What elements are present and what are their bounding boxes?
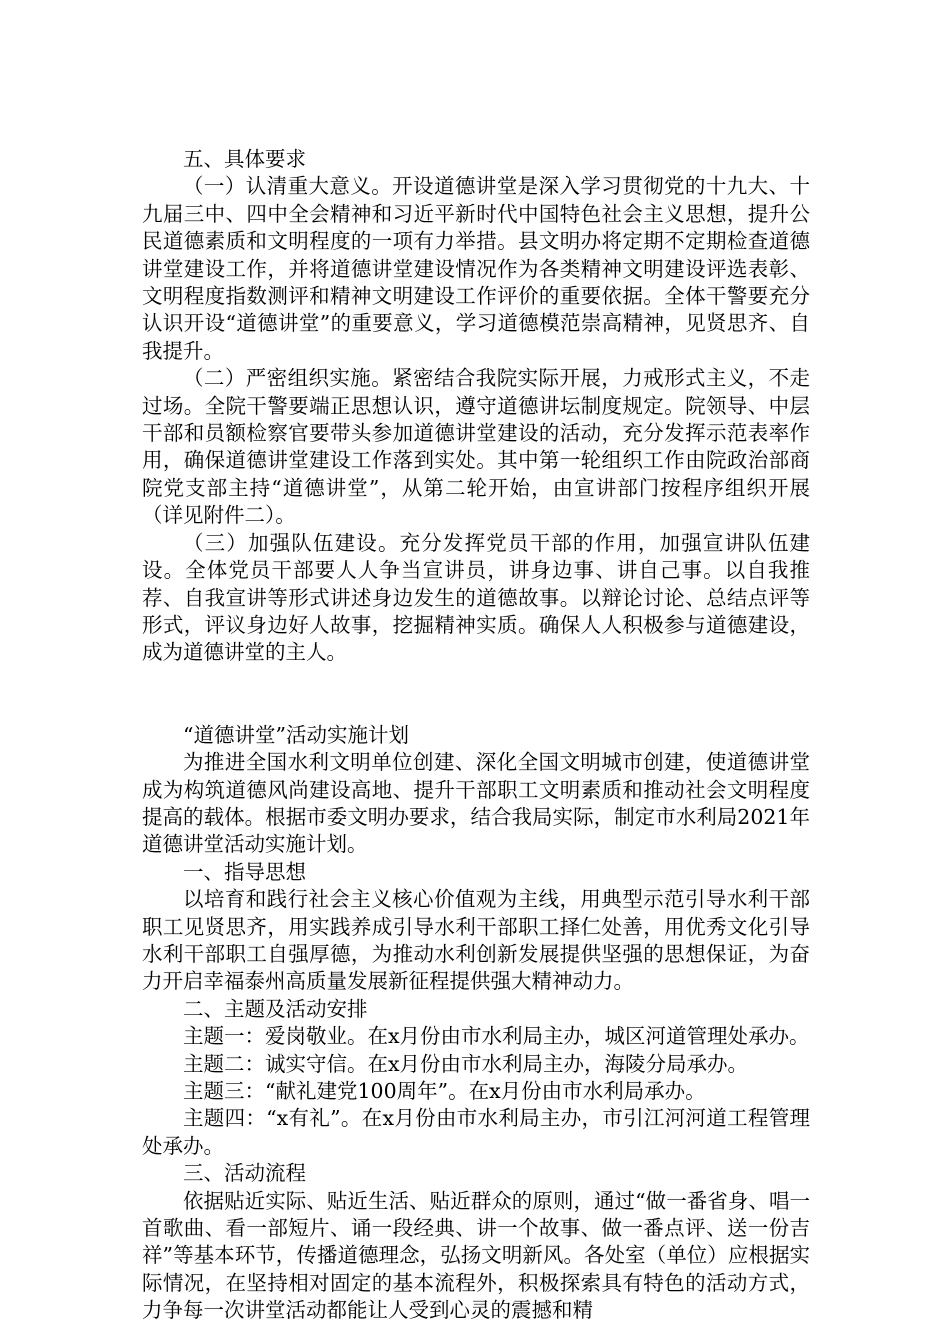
theme-item: 主题三：“献礼建党100周年”。在x月份由市水利局承办。 (183, 1079, 706, 1103)
plan-intro-paragraph: 为推进全国水利文明单位创建、深化全国文明城市创建，使道德讲堂成为构筑道德风尚建设高地、提升干部职工文明素质和推动社会文明程度提高的载体。根据市委文明办要求，结合我局实际，制定市水利局2021年道德讲堂活动实施计划。 (142, 750, 810, 857)
paragraph-implementation: （二）严密组织实施。紧密结合我院实际开展，力戒形式主义，不走过场。全院干警要端正思想认识，遵守道德讲坛制度规定。院领导、中层干部和员额检察官要带头参加道德讲堂建设的活动，充分发挥示范表率作用，确保道德讲堂建设工作落到实处。其中第一轮组织工作由院政治部商院党支部主持“道德讲堂”，从第二轮开始，由宣讲部门按程序组织开展（详见附件二）。 (142, 366, 810, 528)
section-heading-themes: 二、主题及活动安排 (183, 996, 368, 1021)
section-gap (142, 667, 810, 722)
document-page (142, 146, 810, 1325)
section-heading-requirements: 五、具体要求 (183, 147, 306, 171)
section-heading-guiding-thought: 一、指导思想 (183, 859, 306, 884)
section-heading-process: 三、活动流程 (183, 1161, 306, 1186)
paragraph-guiding-thought: 以培育和践行社会主义核心价值观为主线，用典型示范引导水利干部职工见贤思齐，用实践养成引导水利干部职工择仁处善，用优秀文化引导水利干部职工自强厚德，为推动水利创新发展提供坚强的思想保证，为奋力开启幸福泰州高质量发展新征程提供强大精神动力。 (142, 887, 810, 994)
theme-item: 主题四：“x有礼”。在x月份由市水利局主办，市引江河河道工程管理处承办。 (142, 1106, 810, 1158)
theme-item: 主题一：爱岗敬业。在x月份由市水利局主办，城区河道管理处承办。 (183, 1024, 810, 1049)
paragraph-team-building: （三）加强队伍建设。充分发挥党员干部的作用，加强宣讲队伍建设。全体党员干部要人人争当宣讲员，讲身边事、讲自己事。以自我推荐、自我宣讲等形式讲述身边发生的道德故事。以辩论讨论、总结点评等形式，评议身边好人故事，挖掘精神实质。确保人人积极参与道德建设，成为道德讲堂的主人。 (142, 530, 810, 665)
paragraph-significance: （一）认清重大意义。开设道德讲堂是深入学习贯彻党的十九大、十九届三中、四中全会精神和习近平新时代中国特色社会主义思想，提升公民道德素质和文明程度的一项有力举措。县文明办将定期不定期检查道德讲堂建设工作，并将道德讲堂建设情况作为各类精神文明建设评选表彰、文明程度指数测评和精神文明建设工作评价的重要依据。全体干警要充分认识开设“道德讲堂”的重要意义，学习道德模范崇高精神，见贤思齐、自我提升。 (142, 174, 810, 363)
paragraph-process: 依据贴近实际、贴近生活、贴近群众的原则，通过“做一番省身、唱一首歌曲、看一部短片、诵一段经典、讲一个故事、做一番点评、送一份吉祥”等基本环节，传播道德理念，弘扬文明新风。各处室（单位）应根据实际情况，在坚持相对固定的基本流程外，积极探索具有特色的活动方式，力争每一次讲堂活动都能让人受到心灵的震撼和精 (142, 1188, 810, 1323)
theme-item: 主题二：诚实守信。在x月份由市水利局主办，海陵分局承办。 (183, 1051, 749, 1076)
plan-title: “道德讲堂”活动实施计划 (183, 722, 409, 747)
